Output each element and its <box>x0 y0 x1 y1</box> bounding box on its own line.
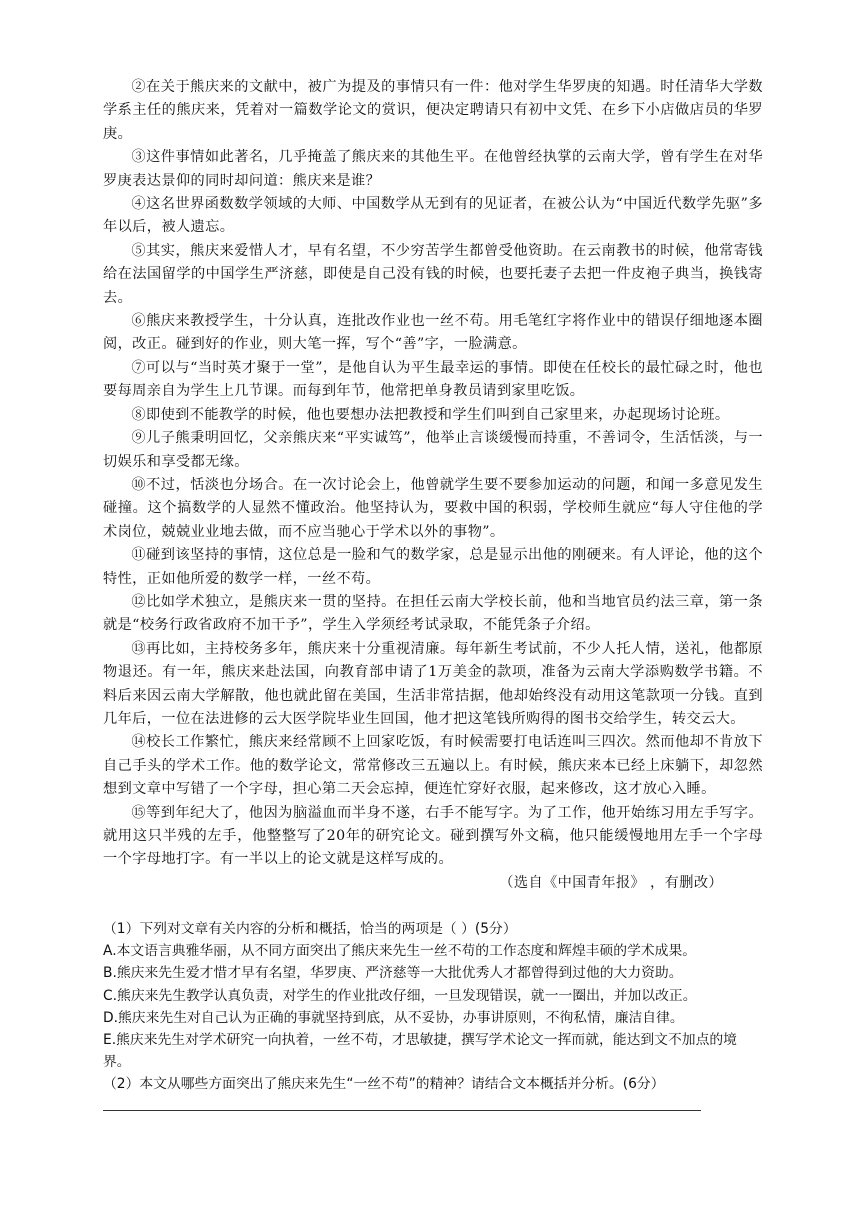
paragraph-2: ②在关于熊庆来的文献中，被广为提及的事情只有一件：他对学生华罗庚的知遇。时任清华大学数学系主任的熊庆来，凭着对一篇数学论文的赏识，便决定聘请只有初中文凭、在乡下小店做店员的华罗庚。 <box>103 79 763 142</box>
source-citation: （选自《中国青年报》 ，有删改） <box>499 874 723 891</box>
option-c: C.熊庆来先生教学认真负责，对学生的作业批改仔细，一旦发现错误，就一一圈出，并加以改正。 <box>103 987 697 1004</box>
paragraph-8: ⑧即使到不能教学的时候，他也要想办法把教授和学生们叫到自己家里来，办起现场讨论班。 <box>131 406 730 423</box>
article-body <box>103 76 763 895</box>
paragraph-3: ③这件事情如此著名，几乎掩盖了熊庆来的其他生平。在他曾经执掌的云南大学，曾有学生在对华罗庚表达景仰的同时却问道：熊庆来是谁？ <box>103 149 763 189</box>
paragraph-12: ⑫比如学术独立，是熊庆来一贯的坚持。在担任云南大学校长前，他和当地官员约法三章，第一条就是“校务行政省政府不加干予”，学生入学须经考试录取，不能凭条子介绍。 <box>103 593 763 634</box>
option-b: B.熊庆来先生爱才惜才早有名望，华罗庚、严济慈等一大批优秀人才都曾得到过他的大力资助。 <box>103 965 683 982</box>
option-a: A.本文语言典雅华丽，从不同方面突出了熊庆来先生一丝不苟的工作态度和辉煌丰硕的学术成果。 <box>103 943 697 960</box>
option-d: D.熊庆来先生对自己认为正确的事就坚持到底，从不妥协，办事讲原则，不徇私情，廉洁自律。 <box>103 1009 684 1026</box>
paragraph-9: ⑨儿子熊秉明回忆，父亲熊庆来“平实诚笃”，他举止言谈缓慢而持重，不善词令，生活恬淡，与一切娱乐和享受都无缘。 <box>103 430 763 470</box>
answer-line[interactable] <box>103 1110 701 1111</box>
question-2-stem: （2）本文从哪些方面突出了熊庆来先生“一丝不苟”的精神？请结合文本概括并分析。(6分） <box>103 1076 665 1093</box>
question-1-stem: （1）下列对文章有关内容的分析和概括，恰当的两项是（ ）(5分） <box>103 921 517 937</box>
paragraph-10: ⑩不过，恬淡也分场合。在一次讨论会上，他曾就学生要不要参加运动的问题，和闻一多意见发生碰撞。这个搞数学的人显然不懂政治。他坚持认为，要救中国的积弱，学校师生就应“每人守住他的学术岗位，兢兢业业地去做，而不应当驰心于学术以外的事物”。 <box>103 476 763 540</box>
paragraph-7: ⑦可以与“当时英才聚于一堂”，是他自认为平生最幸运的事情。即使在任校长的最忙碌之时，他也要每周亲自为学生上几节课。而每到年节，他常把单身教员请到家里吃饭。 <box>103 359 763 400</box>
option-e: E.熊庆来先生对学术研究一向执着，一丝不苟，才思敏捷，撰写学术论文一挥而就，能达到文不加点的境界。 <box>103 1032 737 1071</box>
questions-section <box>103 918 763 1096</box>
paragraph-5: ⑤其实，熊庆来爱惜人才，早有名望，不少穷苦学生都曾受他资助。在云南教书的时候，他常寄钱给在法国留学的中国学生严济慈，即使是自己没有钱的时候，也要托妻子去把一件皮袍子典当，换钱寄去。 <box>103 242 763 306</box>
paragraph-4: ④这名世界函数数学领域的大师、中国数学从无到有的见证者，在被公认为“中国近代数学先驱”多年以后，被人遗忘。 <box>103 196 763 236</box>
paragraph-13: ⑬再比如，主持校务多年，熊庆来十分重视清廉。每年新生考试前，不少人托人情，送礼，他都原物退还。有一年，熊庆来赴法国，向教育部申请了1万美金的款项，准备为云南大学添购数学书籍。不料后来因云南大学解散，他也就此留在美国，生活非常拮据，他却始终没有动用这笔款项一分钱。直到几年后，一位在法进修的云大医学院毕业生回国，他才把这笔钱所购得的图书交给学生，转交云大。 <box>103 640 763 727</box>
paragraph-11: ⑪碰到该坚持的事情，这位总是一脸和气的数学家，总是显示出他的刚硬来。有人评论，他的这个特性，正如他所爱的数学一样，一丝不苟。 <box>103 547 763 587</box>
paragraph-6: ⑥熊庆来教授学生，十分认真，连批改作业也一丝不苟。用毛笔红字将作业中的错误仔细地逐本圈阅，改正。碰到好的作业，则大笔一挥，写个“善”字，一脸满意。 <box>103 313 763 353</box>
paragraph-15: ⑮等到年纪大了，他因为脑溢血而半身不遂，右手不能写字。为了工作，他开始练习用左手写字。就用这只半残的左手，他整整写了20年的研究论文。碰到撰写外文稿，他只能缓慢地用左手一个字母一个字母地打字。有一半以上的论文就是这样写成的。 <box>103 804 763 868</box>
paragraph-14: ⑭校长工作繁忙，熊庆来经常顾不上回家吃饭，有时候需要打电话连叫三四次。然而他却不肯放下自己手头的学术工作。他的数学论文，常常修改三五遍以上。有时候，熊庆来本已经上床躺下，却忽然想到文章中写错了一个字母，担心第二天会忘掉，便连忙穿好衣服，起来修改，这才放心入睡。 <box>103 734 763 798</box>
